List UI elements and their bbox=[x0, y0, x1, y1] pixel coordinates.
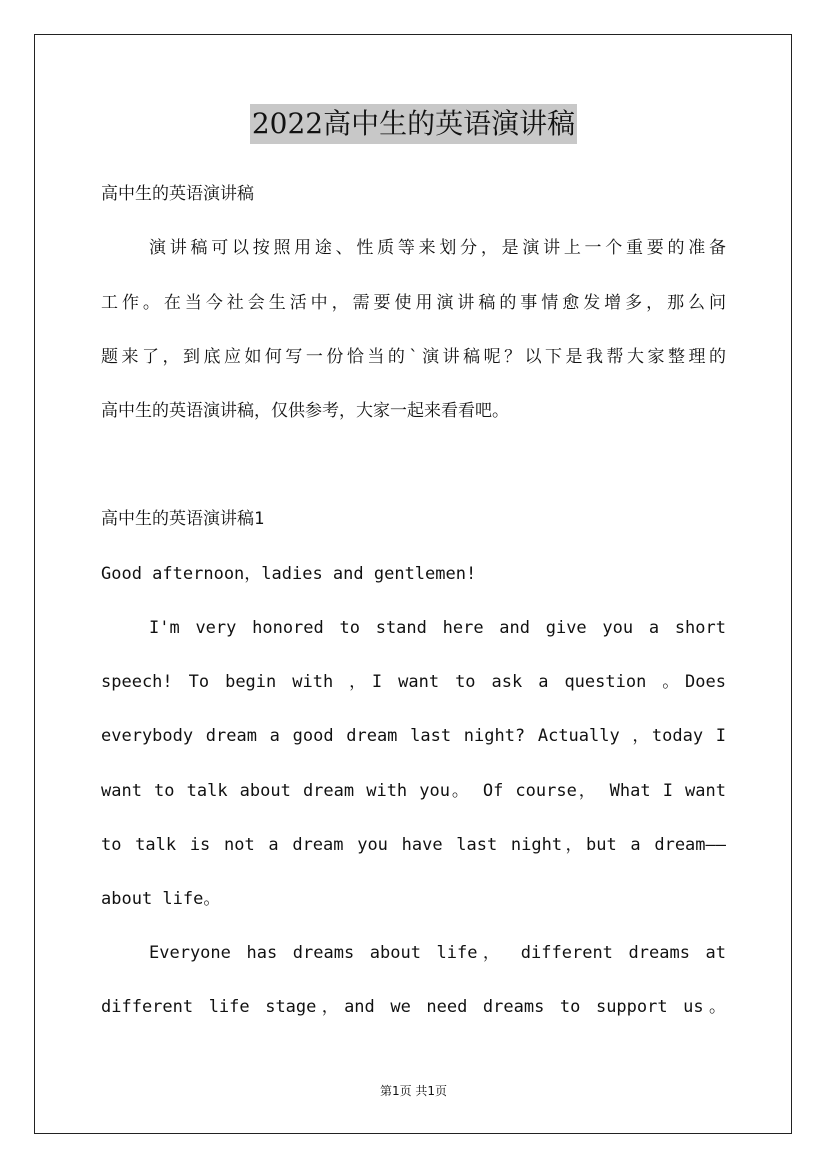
page-footer: 第1页 共1页 bbox=[379, 1084, 448, 1098]
intro-line-2: 工作。在当今社会生活中，需要使用演讲稿的事情愈发增多，那么问 bbox=[101, 293, 726, 313]
body-line-3: everybody dream a good dream last night? Actually ，today I bbox=[101, 726, 726, 746]
section-heading: 高中生的英语演讲稿1 bbox=[101, 509, 265, 529]
intro-line-1: 演讲稿可以按照用途、性质等来划分，是演讲上一个重要的准备 bbox=[149, 238, 726, 258]
body-line-4: want to talk about dream with you。 Of course， What I want bbox=[101, 781, 726, 801]
document-subtitle: 高中生的英语演讲稿 bbox=[101, 184, 254, 204]
intro-line-3: 题来了，到底应如何写一份恰当的`演讲稿呢？以下是我帮大家整理的 bbox=[101, 347, 726, 367]
title-container bbox=[0, 104, 827, 144]
body-line-2: speech! To begin with ，I want to ask a question 。Does bbox=[101, 672, 726, 692]
intro-line-4: 高中生的英语演讲稿，仅供参考，大家一起来看看吧。 bbox=[101, 401, 509, 421]
body-line-7: Everyone has dreams about life， different dreams at bbox=[149, 943, 726, 963]
greeting-line: Good afternoon，ladies and gentlemen! bbox=[101, 564, 477, 584]
document-title: 2022高中生的英语演讲稿 bbox=[250, 104, 577, 144]
body-line-6: about life。 bbox=[101, 889, 221, 909]
body-line-8: different life stage，and we need dreams to support us。 bbox=[101, 997, 726, 1017]
body-line-5: to talk is not a dream you have last night，but a dream—— bbox=[101, 835, 726, 855]
body-line-1: I'm very honored to stand here and give you a short bbox=[149, 618, 726, 638]
